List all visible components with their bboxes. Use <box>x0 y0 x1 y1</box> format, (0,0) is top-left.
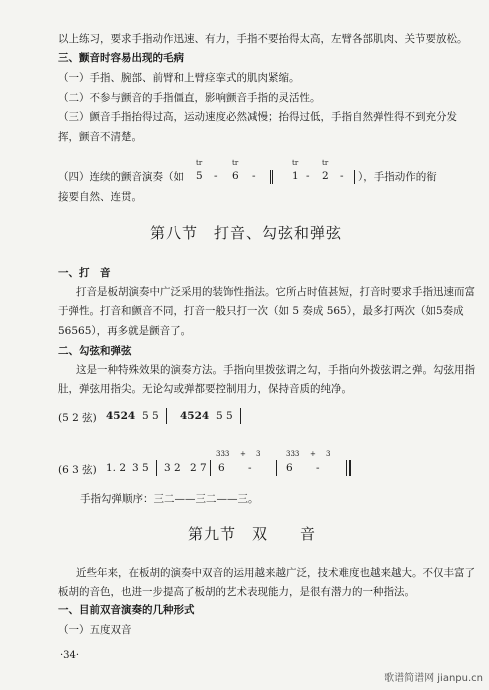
grace-notes: 333 <box>286 450 300 458</box>
subheading: 一、目前双音演奏的几种形式 <box>58 604 195 616</box>
note: 6 <box>218 462 225 474</box>
note: 2 <box>322 170 329 182</box>
trill-mark: tr <box>196 159 203 167</box>
text-line: 手指勾弹顺序：三二——三二——三。 <box>80 493 259 505</box>
trill-mark: tr <box>292 159 299 167</box>
text-line: 56565），再多就是颤音了。 <box>58 325 192 337</box>
note: - <box>252 170 256 182</box>
note: - <box>306 170 310 182</box>
grace-notes: 333 <box>216 450 230 458</box>
trill-mark: tr <box>232 159 239 167</box>
bar-line <box>210 460 211 476</box>
bar-line <box>354 170 355 184</box>
text-line: 接要自然、连贯。 <box>58 191 142 203</box>
text-line: （三）颤音手指抬得过高，运动速度必然减慢；抬得过低，手指自然弹性得不到充分发 <box>58 111 457 123</box>
text-line: 于弹性。打音和颤音不同，打音一般只打一次（如 5 奏成 565），最多打两次（如5奏成 <box>58 305 464 317</box>
bar-line <box>272 170 273 184</box>
grace-notes: + <box>240 450 246 458</box>
text-line: 近些年来，在板胡的演奏中双音的运用越来越广泛，技术难度也越来越大。不仅丰富了 <box>76 567 475 579</box>
bar-line <box>349 460 351 476</box>
note: 6 <box>286 462 293 474</box>
note: 2 7 <box>190 462 207 474</box>
note: 6 <box>232 170 239 182</box>
note: 4524 <box>180 410 210 422</box>
text-line: ），手指动作的衔 <box>358 171 437 183</box>
section-heading: 第八节 打音、勾弦和弹弦 <box>150 224 343 242</box>
text-line: 打音是板胡演奏中广泛采用的装饰性指法。它所占时值甚短，打音时要求手指迅速而富 <box>76 286 475 298</box>
bar-line <box>166 408 167 424</box>
note: 3 5 <box>132 462 149 474</box>
bar-line <box>276 460 277 476</box>
note: - <box>214 170 218 182</box>
string-label: (6 3 弦) <box>58 464 97 476</box>
section-heading: 第九节 双 音 <box>188 525 317 543</box>
string-label: (5 2 弦) <box>58 412 97 424</box>
note: 1. 2 <box>106 462 127 474</box>
note: 5 <box>196 170 203 182</box>
text-line: 肚，弹弦用指尖。无论勾或弹都要控制用力，保持音质的纯净。 <box>58 383 352 395</box>
note: - <box>316 462 320 474</box>
text-line: （四）连续的颤音演奏（如 <box>58 171 184 183</box>
note: - <box>340 170 344 182</box>
bar-line <box>156 460 157 476</box>
text-line: （一）手指、腕部、前臂和上臂痉挛式的肌肉紧缩。 <box>58 72 300 84</box>
note: - <box>248 462 252 474</box>
subheading: 一、打 音 <box>58 267 111 279</box>
note: 5 5 <box>142 410 159 422</box>
text-line: 板胡的音色，也进一步提高了板胡的艺术表现能力，是很有潜力的一种指法。 <box>58 586 415 598</box>
bar-line <box>270 170 271 184</box>
subheading: 三、颤音时容易出现的毛病 <box>58 52 184 64</box>
bar-line <box>240 408 241 424</box>
text-line: 以上练习，要求手指动作迅速、有力，手指不要抬得太高，左臂各部肌肉、关节要放松。 <box>58 33 468 45</box>
text-line: （二）不参与颤音的手指僵直，影响颤音手指的灵活性。 <box>58 92 321 104</box>
grace-notes: 3 <box>256 450 261 458</box>
bar-line <box>346 460 347 476</box>
note: 4524 <box>106 410 136 422</box>
note: 3 2 <box>164 462 181 474</box>
text-line: 挥，颤音不清楚。 <box>58 131 142 143</box>
grace-notes: 3 <box>326 450 331 458</box>
subheading: 二、勾弦和弹弦 <box>58 345 132 357</box>
text-line: 这是一种特殊效果的演奏方法。手指向里拨弦谓之勾，手指向外拨弦谓之弹。勾弦用指 <box>76 364 475 376</box>
note: 5 5 <box>216 410 233 422</box>
page-number: ·34· <box>60 650 80 661</box>
trill-mark: tr <box>322 159 329 167</box>
note: 1 <box>292 170 299 182</box>
grace-notes: + <box>310 450 316 458</box>
text-line: （一）五度双音 <box>58 624 132 636</box>
watermark: 歌谱简谱网 jianpu.cn <box>384 673 483 684</box>
